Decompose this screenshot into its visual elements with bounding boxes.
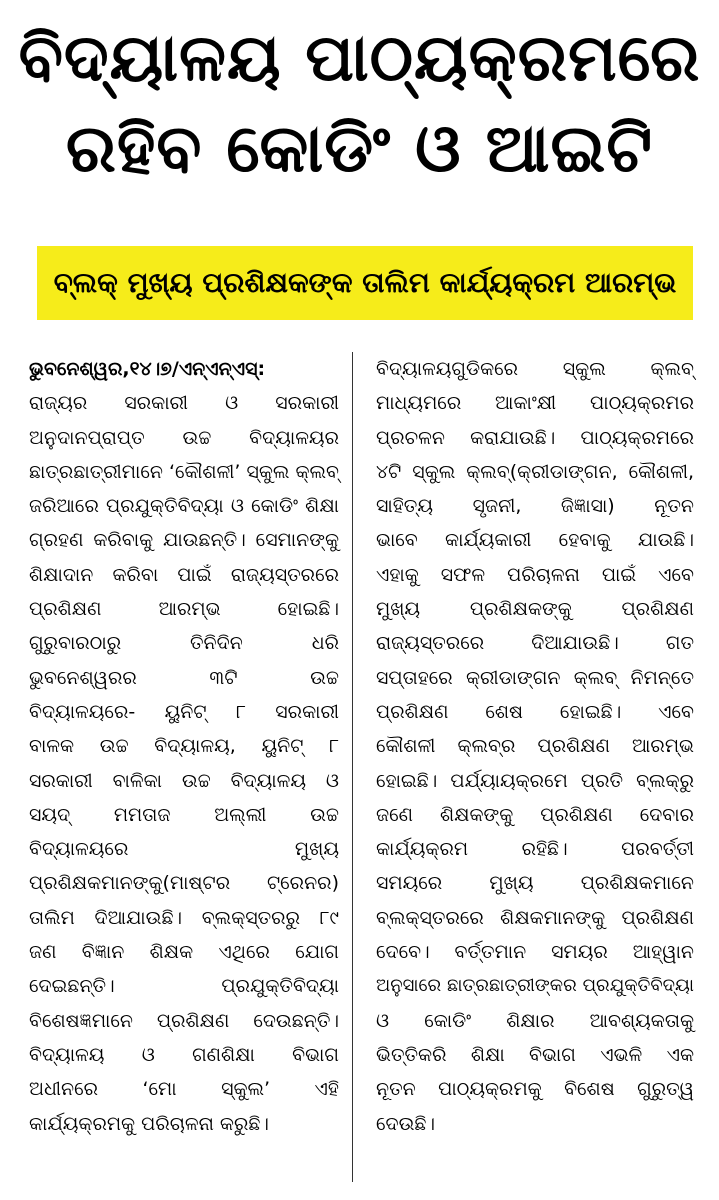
article-line: ଦେବେ। ବର୍ତ୍ତମାନ ସମୟର ଆହ୍ୱାନ <box>376 941 694 964</box>
article-line: ଭାବେ କାର୍ଯ୍ୟକାରୀ ହେବାକୁ ଯାଉଛି। <box>376 529 694 552</box>
article-line: ଅନୁସାରେ ଛାତ୍ରଛାତ୍ରୀଙ୍କର ପ୍ରଯୁକ୍ତିବିଦ୍ୟା <box>376 975 694 997</box>
article-line: ବିଦ୍ୟାଳୟରେ ମୁଖ୍ୟ <box>29 838 339 861</box>
article-line: ପ୍ରଶିକ୍ଷକମାନଙ୍କୁ(ମାଷ୍ଟର ଟ୍ରେନର) <box>29 872 339 895</box>
article-line: ବିଦ୍ୟାଳୟରେ- ୟୁନିଟ୍ ୮ ସରକାରୀ <box>29 700 339 723</box>
article-line: ଜଣ ବିଜ୍ଞାନ ଶିକ୍ଷକ ଏଥିରେ ଯୋଗ <box>29 941 339 964</box>
article-line: ସାହିତ୍ୟ ସୃଜନୀ, ଜିଜ୍ଞାସା) ନୂତନ <box>376 495 694 518</box>
article-line: ୪ଟି ସ୍କୁଲ କ୍ଲବ୍(କ୍ରୀଡାଙ୍ଗନ, କୌଶଳୀ, <box>376 460 694 483</box>
article-line: ସପ୍ତାହରେ କ୍ରୀଡାଙ୍ଗନ କ୍ଲବ୍ ନିମନ୍ତେ <box>376 666 694 689</box>
article-line: ରାଜ୍ୟର ସରକାରୀ ଓ ସରକାରୀ <box>29 392 339 415</box>
article-line: ସମୟରେ ମୁଖ୍ୟ ପ୍ରଶିକ୍ଷକମାନେ <box>376 872 694 895</box>
article-line: ଜଣେ ଶିକ୍ଷକଙ୍କୁ ପ୍ରଶିକ୍ଷଣ ଦେବାର <box>376 803 694 826</box>
article-line: ପ୍ରଶିକ୍ଷଣ ଆରମ୍ଭ ହୋଇଛି। <box>29 598 339 621</box>
article-line: କାର୍ଯ୍ୟକ୍ରମକୁ ପରିଚାଳନା କରୁଛି। <box>29 1112 269 1135</box>
article-line: ବାଳକ ଉଚ୍ଚ ବିଦ୍ୟାଳୟ, ୟୁନିଟ୍ ୮ <box>29 735 339 758</box>
headline <box>0 14 719 194</box>
article-line: ବ୍ଲକ୍‌ସ୍ତରରେ ଶିକ୍ଷକମାନଙ୍କୁ ପ୍ରଶିକ୍ଷଣ <box>376 906 694 929</box>
article-line: ନୂତନ ପାଠ୍ୟକ୍ରମକୁ ବିଶେଷ ଗୁରୁତ୍ୱ <box>376 1078 694 1101</box>
article-line: ଛାତ୍ରଛାତ୍ରୀମାନେ ‘କୌଶଳୀ’ ସ୍କୁଲ କ୍ଲବ୍ <box>29 460 340 483</box>
article-line: ହୋଇଛି। ପର୍ଯ୍ୟାୟକ୍ରମେ ପ୍ରତି ବ୍ଲକ୍‌ରୁ <box>376 769 694 792</box>
article-line: ଜରିଆରେ ପ୍ରଯୁକ୍ତିବିଦ୍ୟା ଓ କୋଡିଂ ଶିକ୍ଷା <box>29 495 339 518</box>
article-line: ଶିକ୍ଷାଦାନ କରିବା ପାଇଁ ରାଜ୍ୟସ୍ତରରେ <box>29 563 339 586</box>
article-line: ଗ୍ରହଣ କରିବାକୁ ଯାଉଛନ୍ତି। ସେମାନଙ୍କୁ <box>29 529 339 552</box>
article-line: କାର୍ଯ୍ୟକ୍ରମ ରହିଛି। ପରବର୍ତ୍ତୀ <box>376 838 694 861</box>
article-line: ଭୁବନେଶ୍ୱରର ୩ଟି ଉଚ୍ଚ <box>29 666 339 689</box>
article-line: ଭିତ୍ତିକରି ଶିକ୍ଷା ବିଭାଗ ଏଭଳି ଏକ <box>376 1043 694 1066</box>
article-line: ବିଶେଷଜ୍ଞମାନେ ପ୍ରଶିକ୍ଷଣ ଦେଉଛନ୍ତି। <box>29 1009 339 1032</box>
article-line: ତାଲିମ ଦିଆଯାଉଛି। ବ୍ଲକ୍‌ସ୍ତରରୁ ୮୯ <box>29 906 339 929</box>
article-line: ଓ କୋଡିଂ ଶିକ୍ଷାର ଆବଶ୍ୟକତାକୁ <box>376 1009 694 1032</box>
article-line: ଅନୁଦାନପ୍ରାପ୍ତ ଉଚ୍ଚ ବିଦ୍ୟାଳୟର <box>29 426 339 449</box>
article-line: ସୟଦ୍ ମମତାଜ ଅଲ୍ଲୀ ଉଚ୍ଚ <box>29 803 339 826</box>
headline-line-1: ବିଦ୍ୟାଳୟ ପାଠ୍ୟକ୍ରମରେ <box>18 21 701 96</box>
article-line: ଏହାକୁ ସଫଳ ପରିଚାଳନା ପାଇଁ ଏବେ <box>376 563 694 586</box>
article-right-column <box>376 352 694 1141</box>
article-left-column <box>29 352 339 1141</box>
subheadline-highlight <box>37 246 693 320</box>
article-line: ପ୍ରଶିକ୍ଷଣ ଶେଷ ହୋଇଛି। ଏବେ <box>376 700 694 723</box>
dateline: ଭୁବନେଶ୍ୱର,୧୪।୭/ଏନ୍‌ଏନ୍‌ଏସ୍: <box>29 358 266 380</box>
article-line: ରାଜ୍ୟସ୍ତରରେ ଦିଆଯାଉଛି। ଗତ <box>376 632 694 655</box>
column-divider <box>352 352 353 1182</box>
article-line: ଗୁରୁବାରଠାରୁ ତିନିଦିନ ଧରି <box>29 632 339 655</box>
article-line: ଦେଉଛି। <box>376 1112 436 1135</box>
article-line: ଦେଇଛନ୍ତି। ପ୍ରଯୁକ୍ତିବିଦ୍ୟା <box>29 975 339 998</box>
article-line: ବିଦ୍ୟାଳୟ ଓ ଗଣଶିକ୍ଷା ବିଭାଗ <box>29 1043 339 1066</box>
subheadline: ବ୍ଲକ୍ ମୁଖ୍ୟ ପ୍ରଶିକ୍ଷକଙ୍କ ତାଲିମ କାର୍ଯ୍ୟକ୍ରମ ଆରମ୍ଭ <box>53 266 677 299</box>
article-line: ଅଧୀନରେ ‘ମୋ ସ୍କୁଲ’ ଏହି <box>29 1078 339 1101</box>
article-line: ପ୍ରଚଳନ କରାଯାଉଛି। ପାଠ୍ୟକ୍ରମରେ <box>376 426 694 449</box>
headline-line-2: ରହିବ କୋଡିଂ ଓ ଆଇଟି <box>65 110 654 187</box>
article-line: ସରକାରୀ ବାଳିକା ଉଚ୍ଚ ବିଦ୍ୟାଳୟ ଓ <box>29 769 339 792</box>
article-line: ବିଦ୍ୟାଳୟଗୁଡିକରେ ସ୍କୁଲ କ୍ଲବ୍ <box>376 358 694 380</box>
article-line: କୌଶଳୀ କ୍ଲବ୍‌ର ପ୍ରଶିକ୍ଷଣ ଆରମ୍ଭ <box>376 735 694 758</box>
article-line: ମୁଖ୍ୟ ପ୍ରଶିକ୍ଷକଙ୍କୁ ପ୍ରଶିକ୍ଷଣ <box>376 598 694 621</box>
article-line: ମାଧ୍ୟମରେ ଆକାଂକ୍ଷୀ ପାଠ୍ୟକ୍ରମର <box>376 392 694 415</box>
